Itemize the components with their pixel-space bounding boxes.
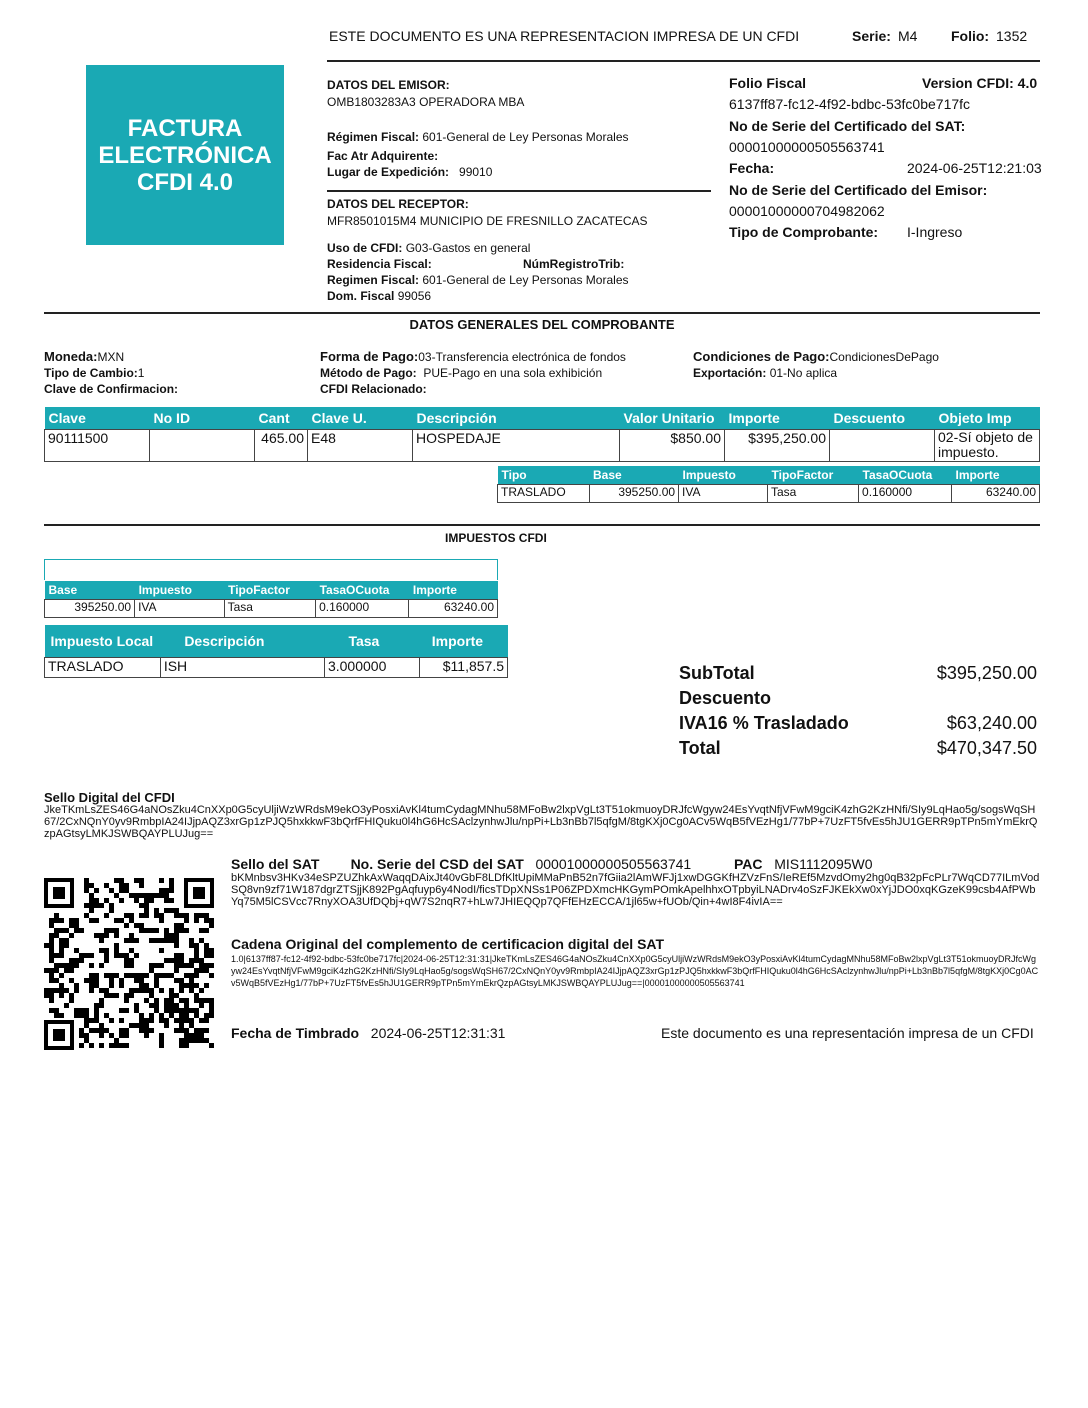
emisor-regimen: Régimen Fiscal: 601-General de Ley Personas Morales (327, 130, 629, 144)
imp-cell-factor: Tasa (224, 599, 315, 617)
emisor-rfc-name: OMB1803283A3 OPERADORA MBA (327, 95, 525, 109)
col-claveu: Clave U. (308, 407, 413, 429)
total-value: $470,347.50 (936, 738, 1037, 758)
total-label: Total (679, 738, 721, 758)
emisor-divider (327, 190, 711, 192)
cell-claveu: E48 (308, 429, 413, 461)
impuestos-locales-table (44, 625, 508, 678)
loc-cell-desc: ISH (160, 657, 324, 677)
tax-cell-factor: Tasa (768, 484, 859, 502)
imp-col-factor: TipoFactor (224, 581, 315, 599)
cell-importe: $395,250.00 (725, 429, 830, 461)
receptor-rfc-name: MFR8501015M4 MUNICIPIO DE FRESNILLO ZACATECAS (327, 214, 648, 228)
imp-cell-impuesto: IVA (135, 599, 225, 617)
tax-col-tasa: TasaOCuota (859, 466, 952, 484)
emisor-title: DATOS DEL EMISOR: (327, 78, 450, 92)
tax-cell-impuesto: IVA (679, 484, 768, 502)
conceptos-table (44, 407, 1040, 462)
uso-cfdi: Uso de CFDI: G03-Gastos en general (327, 241, 531, 255)
tax-cell-importe: 63240.00 (952, 484, 1040, 502)
moneda: Moneda:MXN (44, 349, 125, 364)
cell-descripcion: HOSPEDAJE (413, 429, 620, 461)
locales-row (45, 657, 508, 677)
tipo-cambio: Tipo de Cambio:1 (44, 366, 145, 380)
cell-objeto: 02-Sí objeto de impuesto. (935, 429, 1040, 461)
dom-fiscal: Dom. Fiscal 99056 (327, 289, 432, 303)
version-cfdi: Version CFDI: 4.0 (922, 75, 1038, 91)
clave-confirmacion-label: Clave de Confirmacion: (44, 382, 179, 396)
imp-col-importe: Importe (409, 581, 498, 599)
iva-label: IVA16 % Trasladado (679, 713, 849, 733)
subtotal-value: $395,250.00 (936, 663, 1037, 683)
cert-sat-value: 00001000000505563741 (729, 139, 885, 155)
tax-cell-tipo: TRASLADO (498, 484, 590, 502)
col-descripcion: Descripción (413, 407, 620, 429)
cert-sat-label: No de Serie del Certificado del SAT: (729, 118, 966, 134)
cell-noid (150, 429, 255, 461)
impuestos-empty-band (44, 559, 498, 580)
folio-label: Folio: (951, 28, 990, 44)
generales-divider (44, 312, 1040, 314)
tipo-comprobante-label: Tipo de Comprobante: (729, 224, 879, 240)
cadena-original-value: 1.0|6137ff87-fc12-4f92-bdbc-53fc0be717fc|2024-06-25T12:31:31|JkeTKmLsZES46G4aNOsZku4CnXXp0G5cyUljiWzWRdsM9ekO3yPosxiAvKl4tumCydagMNhu58MFoBw2lxpVgLt3T51okmuoyDRJfcWgyw24EsYvqtNfjVFwM9gciK4zhG2KzHNfi/SIy9LqHao5g/sogsWqSH67/2CxNQnY0yv9RmbpIA24IJjpAQZ3xrGp1zPJQ5hxkkwF3bQrfFHIQuku0l4hG6HcSAclzynhwJlu/npPi+Lb3nBb7l5qfgM/8tgKXj0Cg0ACv5WqB5fVEzHg1/77bP+7UzFT5fvEs5hJU1GERR9pTPn5mYmEkrQzpAGtsyLMKJSWBQAYPLUJug==|00001000000505563741 (231, 954, 1039, 988)
serie-label: Serie: (852, 28, 891, 44)
col-noid: No ID (150, 407, 255, 429)
tipo-comprobante-value: I-Ingreso (907, 224, 963, 240)
document-notice: ESTE DOCUMENTO ES UNA REPRESENTACION IMPRESA DE UN CFDI (329, 28, 800, 44)
cfdi-relacionado-label: CFDI Relacionado: (320, 382, 427, 396)
sat-info-line: Sello del SAT No. Serie del CSD del SAT 00001000000505563741 PAC MIS1112095W0 (231, 856, 873, 872)
metodo-pago: Método de Pago: PUE-Pago en una sola exhibición (320, 366, 603, 380)
cell-clave: 90111500 (45, 429, 150, 461)
tax-col-importe: Importe (952, 466, 1040, 484)
impuestos-row (45, 599, 498, 617)
sello-cfdi-label: Sello Digital del CFDI (44, 790, 175, 805)
fecha-label: Fecha: (729, 160, 775, 176)
folio-fiscal-label: Folio Fiscal (729, 75, 807, 91)
loc-col-importe: Importe (420, 625, 508, 657)
imp-col-tasa: TasaOCuota (316, 581, 409, 599)
impuestos-title: IMPUESTOS CFDI (445, 531, 547, 545)
loc-col-descripcion: Descripción (160, 625, 324, 657)
impuestos-divider (44, 524, 1040, 526)
loc-cell-tasa: 3.000000 (324, 657, 419, 677)
col-importe: Importe (725, 407, 830, 429)
locales-header (45, 625, 508, 657)
fecha-timbrado: Fecha de Timbrado 2024-06-25T12:31:31 (231, 1025, 506, 1041)
cell-valor: $850.00 (620, 429, 725, 461)
impuestos-table (44, 581, 498, 618)
loc-cell-tipo: TRASLADO (45, 657, 161, 677)
concepto-tax-header (498, 466, 1040, 484)
conceptos-header-row (45, 407, 1040, 429)
loc-col-impuesto: Impuesto Local (45, 625, 161, 657)
tax-col-tipo: Tipo (498, 466, 590, 484)
cell-descuento (830, 429, 935, 461)
tax-col-factor: TipoFactor (768, 466, 859, 484)
col-valor: Valor Unitario (620, 407, 725, 429)
cert-emisor-value: 00001000000704982062 (729, 203, 885, 219)
forma-pago: Forma de Pago:03-Transferencia electrónica de fondos (320, 349, 626, 364)
receptor-regimen: Regimen Fiscal: 601-General de Ley Personas Morales (327, 273, 629, 287)
folio-value: 1352 (996, 28, 1028, 44)
cadena-original-label: Cadena Original del complemento de certificacion digital del SAT (231, 936, 665, 952)
loc-cell-importe: $11,857.5 (420, 657, 508, 677)
tax-col-base: Base (589, 466, 679, 484)
cert-emisor-label: No de Serie del Certificado del Emisor: (729, 182, 988, 198)
concepto-row (45, 429, 1040, 461)
generales-title: DATOS GENERALES DEL COMPROBANTE (409, 317, 675, 332)
imp-cell-importe: 63240.00 (409, 599, 498, 617)
folio-fiscal-value: 6137ff87-fc12-4f92-bdbc-53fc0be717fc (729, 96, 971, 112)
imp-cell-base: 395250.00 (45, 599, 135, 617)
descuento-label: Descuento (679, 688, 772, 708)
lugar-expedicion: Lugar de Expedición: 99010 (327, 165, 493, 179)
loc-col-tasa: Tasa (324, 625, 419, 657)
receptor-title: DATOS DEL RECEPTOR: (327, 197, 469, 211)
col-descuento: Descuento (830, 407, 935, 429)
tax-cell-base: 395250.00 (589, 484, 679, 502)
concepto-tax-table (497, 466, 1040, 503)
col-clave: Clave (45, 407, 150, 429)
factura-logo: FACTURA ELECTRÓNICA CFDI 4.0 (86, 65, 284, 245)
num-registro-label: NúmRegistroTrib: (523, 257, 625, 271)
condiciones-pago: Condiciones de Pago:CondicionesDePago (693, 349, 939, 364)
sello-cfdi-value: JkeTKmLsZES46G4aNOsZku4CnXXp0G5cyUljiWzWRdsM9ekO3yPosxiAvKl4tumCydagMNhu58MFoBw2lxpVgLt3T51okmuoyDRJfcWgyw24EsYvqtNfjVFwM9gciK4zhG2KzHNfi/SIy9LqHao5g/sogsWqSH67/2CxNQnY0yv9RmbpIA24IJjpAQZ3xrGp1zPJQ5hxkkwF3bQrfFHIQuku0l4hG6HcSAclzynhwJlu/npPi+Lb3nBb7l5qfgM/8tgKXj0Cg0ACv5WqB5fVEzHg1/77bP+7UzFT5fvEs5hJU1GERR9pTPn5mYmEkrQzpAGtsyLMKJSWBQAYPLUJug== (44, 804, 1038, 840)
fac-atr-label: Fac Atr Adquirente: (327, 149, 439, 163)
header-divider (327, 60, 1040, 62)
tax-cell-tasa: 0.160000 (859, 484, 952, 502)
tax-col-impuesto: Impuesto (679, 466, 768, 484)
residencia-label: Residencia Fiscal: (327, 257, 432, 271)
serie-value: M4 (898, 28, 918, 44)
imp-cell-tasa: 0.160000 (316, 599, 409, 617)
cell-cant: 465.00 (255, 429, 308, 461)
imp-col-impuesto: Impuesto (135, 581, 225, 599)
impuestos-header (45, 581, 498, 599)
subtotal-label: SubTotal (679, 663, 755, 683)
col-cant: Cant (255, 407, 308, 429)
col-objeto: Objeto Imp (935, 407, 1040, 429)
iva-value: $63,240.00 (946, 713, 1037, 733)
imp-col-base: Base (45, 581, 135, 599)
concepto-tax-row (498, 484, 1040, 502)
qr-code-icon (44, 878, 214, 1050)
fecha-value: 2024-06-25T12:21:03 (907, 160, 1042, 176)
footer-notice: Este documento es una representación impresa de un CFDI (661, 1025, 1034, 1041)
exportacion: Exportación: 01-No aplica (693, 366, 838, 380)
sello-sat-value: bKMnbsv3HKv34eSPZUZhkAxWaqqDAixJt40vGbF8LDfKltUpiMMaPnB52n7fGiia2lAmWFJj1xwDGGKfHZVzFnS/IeREf5MzvdOmy2hg0qB32pFcPLr7WqCD77ILmVodSQ8vn9zf71W187dgrZTSjjK892PgAqfuyp6y4NodI/ficsTDpXNSs1P06ZPDXmcHKGymPOmkApelhhxOTpbyiLNADrv4oSzFJKEkXw0xYjJDO0xqKGzeK99csb4AfPWbYq75M5lCSVcc7RnyXOA3UfDQbj+qW7S2nqR7+hLw7JHIEQQp7QFfEHzECCA/1jl65w+fUOb/Qin+4wI8F4ivIA== (231, 872, 1040, 908)
